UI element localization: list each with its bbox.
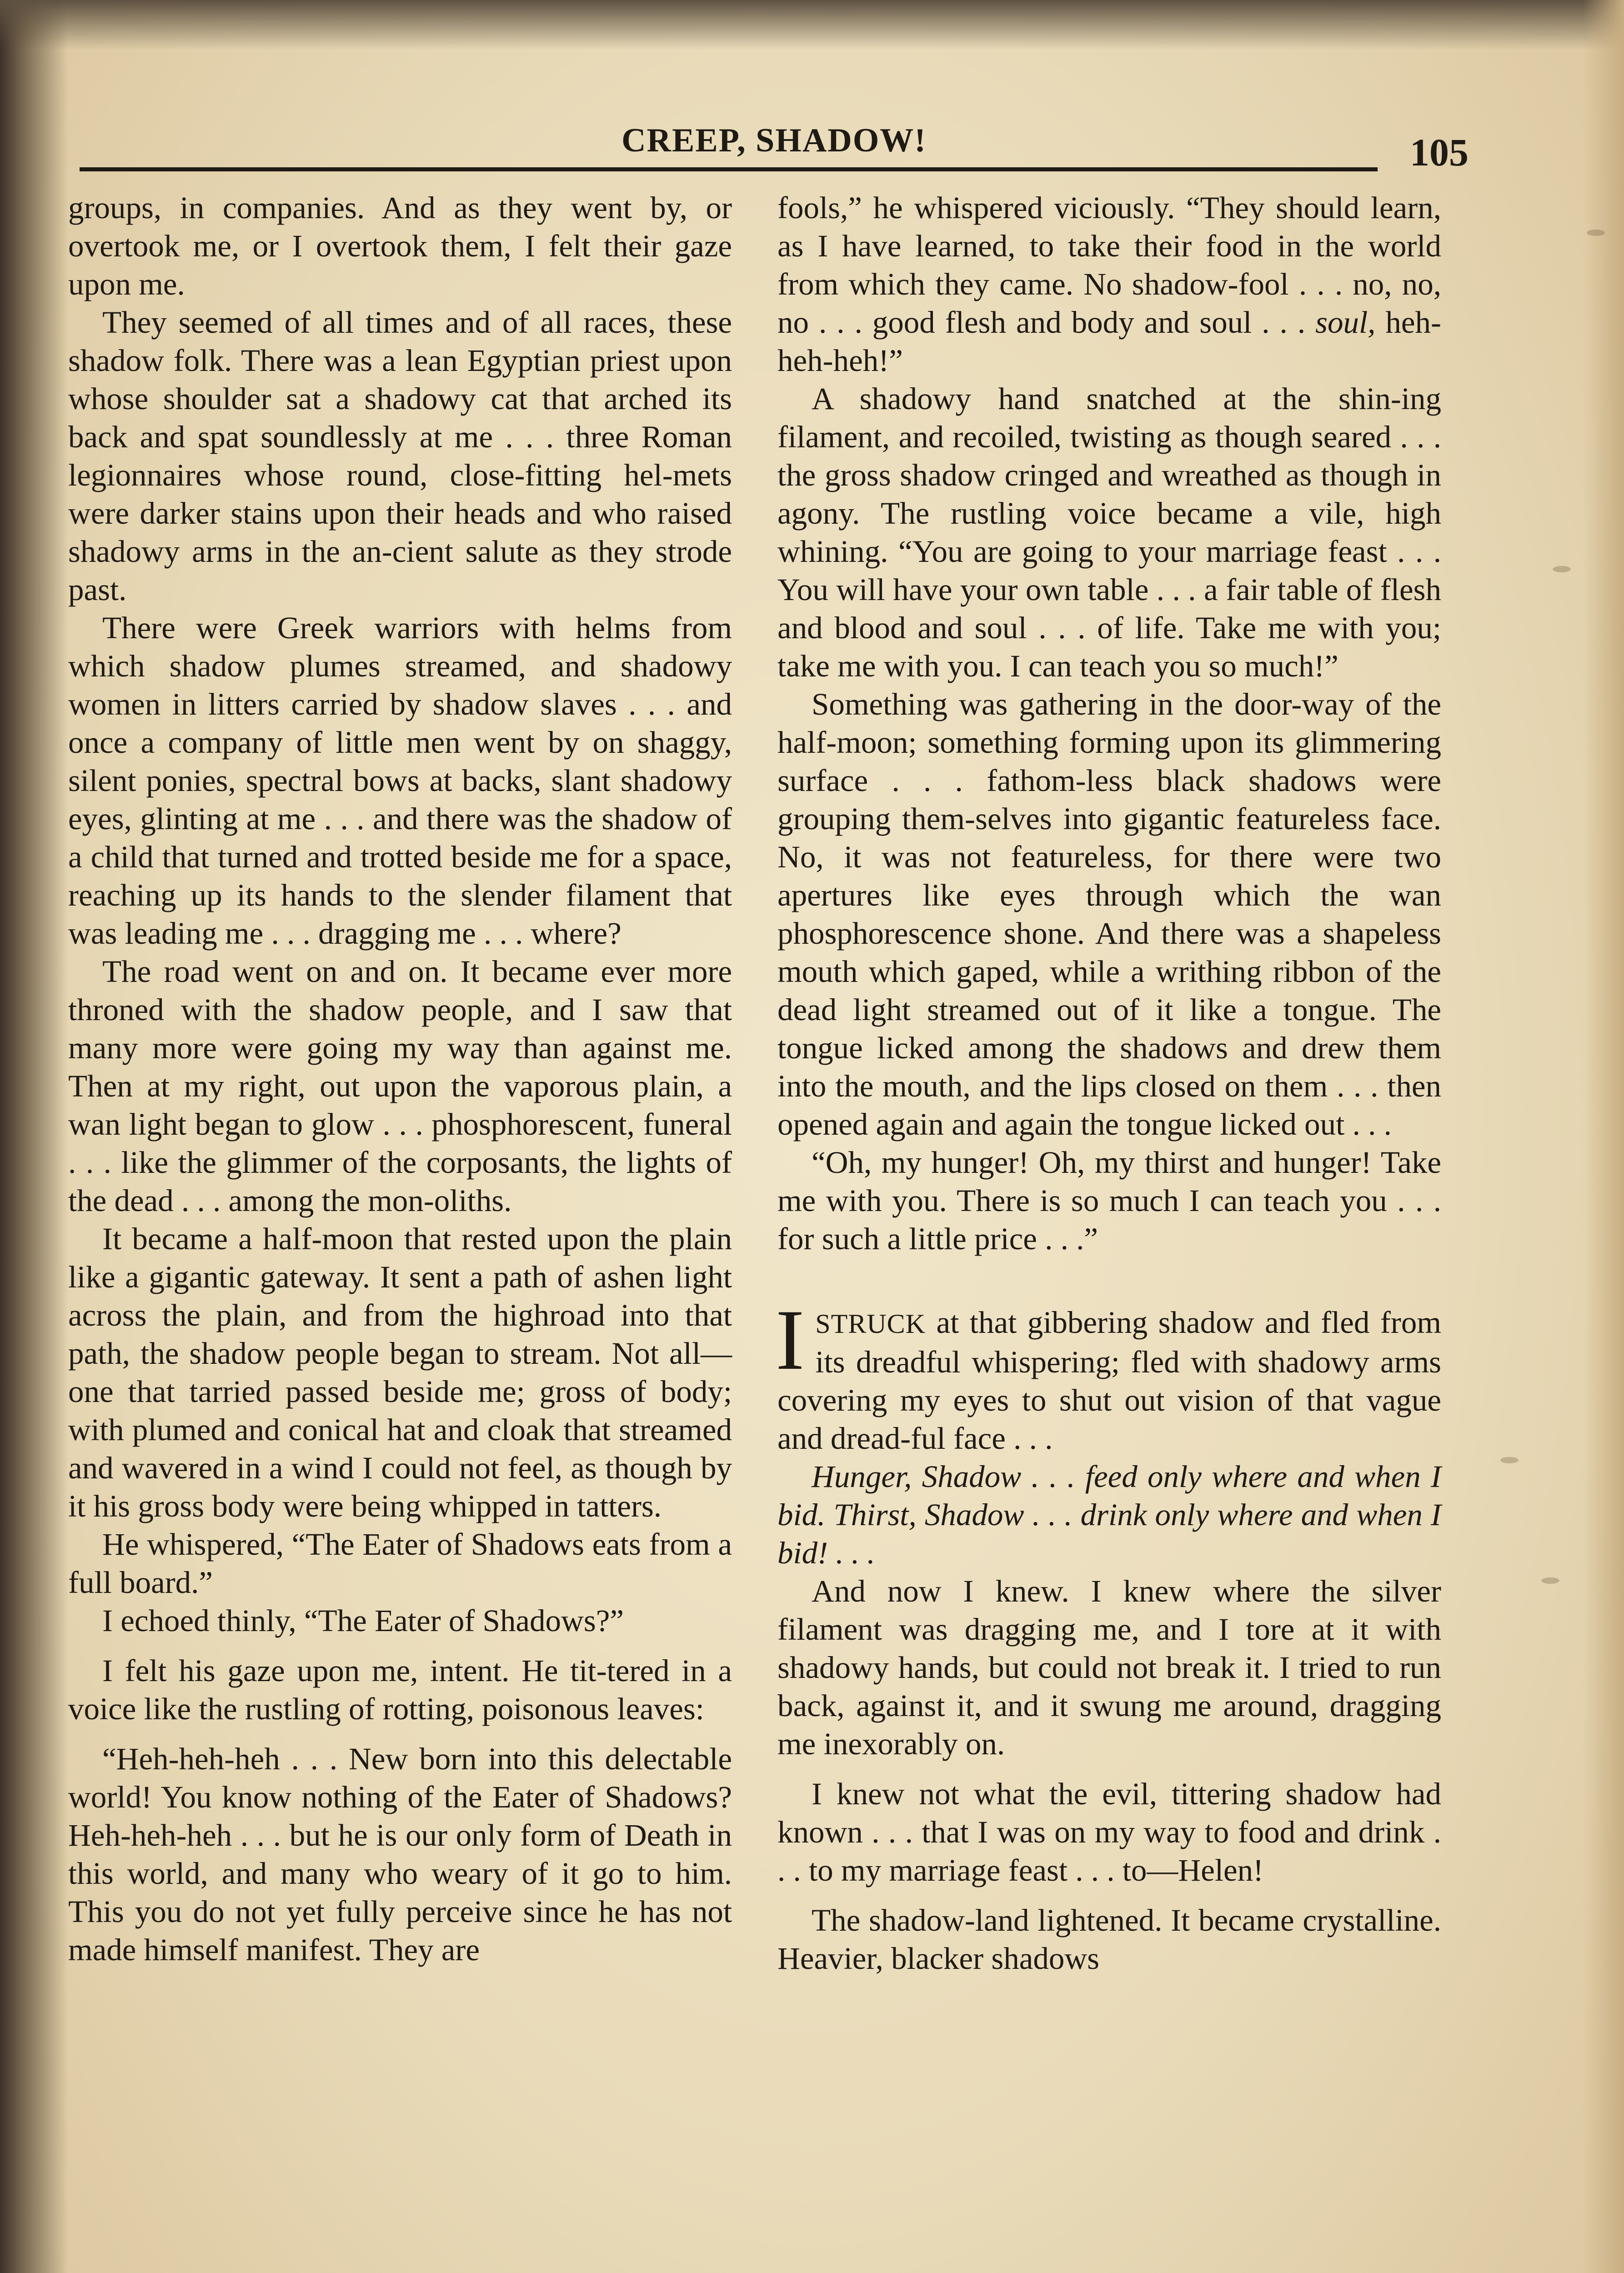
running-title: CREEP, SHADOW! — [622, 122, 927, 159]
paragraph: “Oh, my hunger! Oh, my thirst and hunger! Take me with you. There is so much I can teach you . . . for such a little price . . .” — [777, 1145, 1441, 1256]
italic-paragraph: Hunger, Shadow . . . feed only where and when I bid. Thirst, Shadow . . . drink only where and when I bid! . . . — [777, 1459, 1441, 1570]
page-number: 105 — [1410, 130, 1469, 174]
section-start-paragraph — [776, 1292, 1441, 1457]
paragraph: groups, in companies. And as they went by, or overtook me, or I overtook them, I felt their gaze upon me. — [68, 190, 732, 301]
paragraph — [777, 189, 1441, 380]
paragraph: I knew not what the evil, tittering shadow had known . . . that I was on my way to food and drink . . . to my marriage feast . . . to—Helen! — [777, 1777, 1441, 1887]
paragraph: It became a half-moon that rested upon the plain like a gigantic gateway. It sent a path of ashen light across the plain, and from the highroad into that path, the shadow people began to stream. Not all—one that tarried passed beside me; gross of body; with plumed and conical hat and cloak that streamed and wavered in a wind I could not feel, as though by it his gross body were being whipped in tatters. — [68, 1222, 732, 1523]
drop-cap: I — [776, 1292, 805, 1388]
paragraph: There were Greek warriors with helms from which shadow plumes streamed, and shadowy women in litters carried by shadow slaves . . . and once a company of little men went by on shaggy, silent ponies, spectral bows at backs, slant shadowy eyes, glinting at me . . . and there was the shadow of a child that turned and trotted beside me for a space, reaching up its hands to the slender filament that was leading me . . . dragging me . . . where? — [68, 611, 732, 951]
paragraph: I felt his gaze upon me, intent. He tit-tered in a voice like the rustling of rotting, poisonous leaves: — [68, 1653, 732, 1726]
page-top-shadow — [0, 0, 1624, 50]
paragraph: And now I knew. I knew where the silver filament was dragging me, and I tore at it with shadowy hands, but could not break it. I tried to run back, against it, and it swung me around, dragging me inexorably on. — [777, 1574, 1441, 1761]
paragraph: He whispered, “The Eater of Shadows eats from a full board.” — [68, 1527, 732, 1600]
paragraph: The road went on and on. It became ever more throned with the shadow people, and I saw that many more were going my way than against me. Then at my right, out upon the vaporous plain, a wan light began to glow . . . phosphorescent, funeral . . . like the glimmer of the corposants, the lights of the dead . . . among the mon-oliths. — [68, 954, 732, 1218]
paragraph: Something was gathering in the door-way of the half-moon; something forming upon its glimmering surface . . . fathom-less black shadows were grouping them-selves into gigantic featureless face. No, it was not featureless, for there were two apertures like eyes through which the wan phosphorescence shone. And there was a shapeless mouth which gaped, while a writhing ribbon of the dead light streamed out of it like a tongue. The tongue licked among the shadows and drew them into the mouth, and the lips closed on them . . . then opened again and again the tongue licked out . . . — [777, 687, 1441, 1142]
paragraph: The shadow-land lightened. It became crystalline. Heavier, blacker shadows — [777, 1903, 1441, 1976]
header-rule — [80, 167, 1378, 171]
page-right-edge — [1583, 0, 1624, 2273]
paragraph: I echoed thinly, “The Eater of Shadows?” — [102, 1603, 624, 1638]
paper-speck — [1500, 1457, 1519, 1463]
paragraph: A shadowy hand snatched at the shin-ing filament, and recoiled, twisting as though seared . . . the gross shadow cringed and wreathed as though in agony. The rustling voice became a vile, high whining. “You are going to your marriage feast . . . You will have your own table . . . a fair table of flesh and blood and soul . . . of life. Take me with you; take me with you. I can teach you so much!” — [777, 381, 1441, 683]
paragraph: “Heh-heh-heh . . . New born into this delectable world! You know nothing of the Eater of Shadows? Heh-heh-heh . . . but he is our only form of Death in this world, and many who weary of it go to him. This you do not yet fully perceive since he has not made himself manifest. They are — [68, 1742, 732, 1967]
text-run: heh-heh-heh!” — [777, 305, 1441, 378]
paper-speck — [1587, 230, 1605, 236]
paper-speck — [1553, 566, 1571, 572]
page-header — [80, 116, 1469, 174]
text-run: at that gibbering shadow and fled from its dreadful whispering; fled with shadowy arms covering my eyes to shut out vision of that vague and dread-ful face . . . — [777, 1305, 1441, 1456]
left-column — [68, 189, 732, 1969]
text-run: fools,” he whispered viciously. “They should learn, as I have learned, to take their food in the world from which they came. No shadow-fool . . . no, no, no . . . good flesh and body and soul . . . — [777, 190, 1441, 340]
page-binding-shadow — [0, 0, 68, 2273]
right-column — [777, 189, 1441, 1978]
paragraph: They seemed of all times and of all races, these shadow folk. There was a lean Egyptian priest upon whose shoulder sat a shadowy cat that arched its back and spat soundlessly at me . . . three Roman legionnaires whose round, close-fitting hel-mets were darker stains upon their heads and who raised shadowy arms in the an-cient salute as they strode past. — [68, 305, 732, 607]
small-caps-lead: STRUCK — [815, 1309, 926, 1339]
paper-speck — [1541, 1577, 1559, 1584]
emphasis-text: soul, — [1315, 305, 1376, 340]
